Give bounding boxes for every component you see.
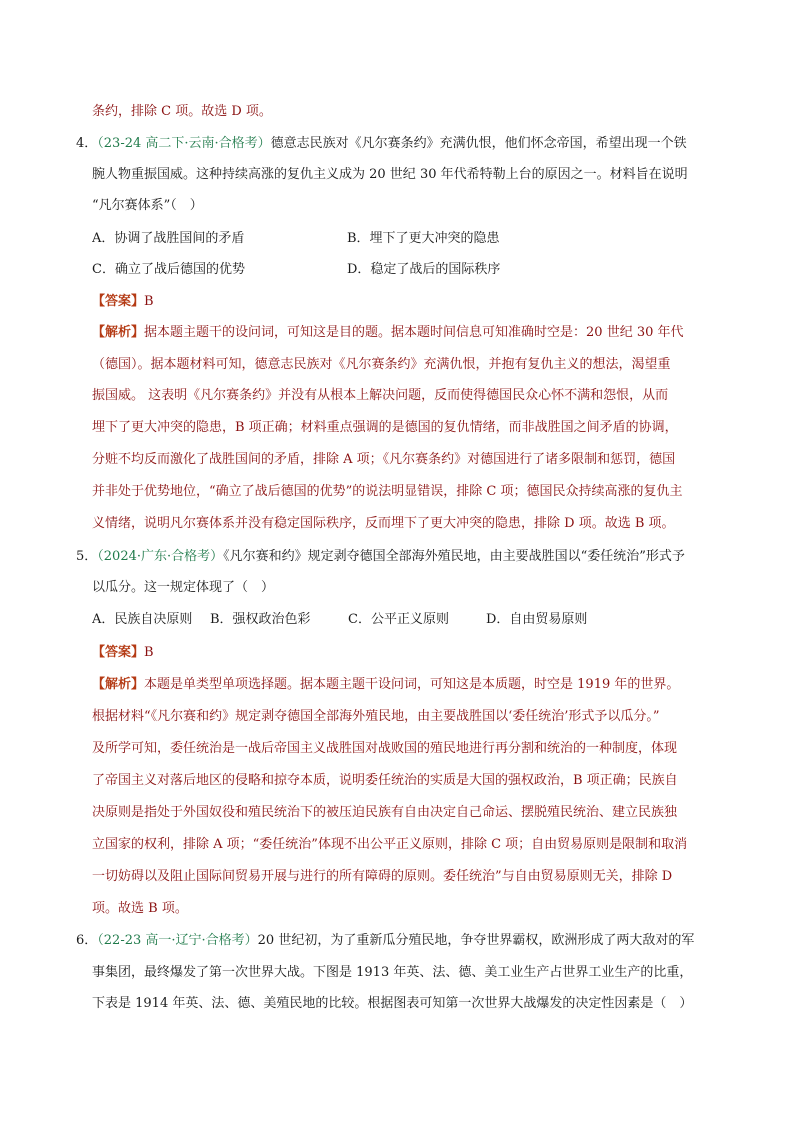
question-number: 4． <box>76 136 98 151</box>
answer-line <box>92 292 732 312</box>
question-source: （23-24 高二下·云南·合格考） <box>97 136 271 151</box>
question-number: 6． <box>76 933 98 948</box>
option-b: B．埋下了更大冲突的隐患 <box>347 231 500 246</box>
question-stem: “凡尔赛体系”（ ） <box>92 198 203 213</box>
analysis-line: 分赃不均反而激化了战胜国间的矛盾，排除 A 项；《凡尔赛条约》对德国进行了诸多限制和惩罚，德国 <box>92 452 676 467</box>
question-stem: 德意志民族对《凡尔赛条约》充满仇恨，他们怀念帝国，希望出现一个铁 <box>270 136 687 151</box>
option-c: C．确立了战后德国的优势 <box>92 262 245 277</box>
analysis-tag: 【解析】 <box>92 325 145 340</box>
analysis-tag: 【解析】 <box>92 677 145 692</box>
analysis-line: 埋下了更大冲突的隐患，B 项正确；材料重点强调的是德国的复仇情绪，而非战胜国之间矛盾的协调， <box>92 420 678 435</box>
analysis-line: 项。故选 B 项。 <box>92 901 188 916</box>
question-stem: 腕人物重振国威。这种持续高涨的复仇主义成为 20 世纪 30 年代希特勒上台的原因之一。材料旨在说明 <box>92 167 688 182</box>
answer-line <box>92 643 732 663</box>
option-d: D．稳定了战后的国际秩序 <box>347 262 501 277</box>
question-source: （2024·广东·合格考） <box>97 549 224 564</box>
analysis-line: 立国家的权利，排除 A 项；“委任统治”体现不出公平正义原则，排除 C 项；自由贸易原则是限制和取消 <box>92 837 688 852</box>
question-stem: 以瓜分。这一规定体现了（ ） <box>92 580 275 595</box>
analysis-line: 及所学可知，委任统治是一战后帝国主义战胜国对战败国的殖民地进行再分割和统治的一种制度，体现 <box>92 741 678 756</box>
analysis-line: 了帝国主义对落后地区的侵略和掠夺本质，说明委任统治的实质是大国的强权政治，B 项正确；民族自 <box>92 773 678 788</box>
question-stem: 《凡尔赛和约》规定剥夺德国全部海外殖民地，由主要战胜国以“委任统治”形式予 <box>223 549 685 564</box>
question-number: 5． <box>76 549 98 564</box>
question-stem: 事集团，最终爆发了第一次世界大战。下图是 1913 年英、法、德、美工业生产占世界工业生产的比重， <box>92 965 693 980</box>
analysis-line: 【解析】本题是单类型单项选择题。据本题主题干设问词，可知这是本质题，时空是 1919 年的世界。 <box>92 677 680 692</box>
question-stem: 下表是 1914 年英、法、德、美殖民地的比较。根据图表可知第一次世界大战爆发的决定性因素是（ ） <box>92 996 693 1011</box>
analysis-line: 振国威。 这表明《凡尔赛条约》并没有从根本上解决问题，反而使得德国民众心怀不满和怨恨，从而 <box>92 388 669 403</box>
question-source: （22-23 高一·辽宁·合格考） <box>97 933 258 948</box>
option-a: A．协调了战胜国间的矛盾 <box>92 231 245 246</box>
option-c: C．公平正义原则 <box>348 612 449 627</box>
question-stem: 20 世纪初，为了重新瓜分殖民地，争夺世界霸权，欧洲形成了两大敌对的军 <box>257 933 695 948</box>
option-d: D．自由贸易原则 <box>486 612 588 627</box>
answer-value: B <box>144 645 154 660</box>
analysis-line: 一切妨碍以及阻止国际间贸易开展与进行的所有障碍的原则。委任统治”与自由贸易原则无关，排除 D <box>92 869 673 884</box>
analysis-line: （德国）。据本题材料可知，德意志民族对《凡尔赛条约》充满仇恨，并抱有复仇主义的想法，渴望重 <box>92 357 671 372</box>
answer-value: B <box>144 294 154 309</box>
answer-tag: 【答案】 <box>92 645 145 660</box>
analysis-line: 根据材料“《凡尔赛和约》规定剥夺德国全部海外殖民地，由主要战胜国以‘委任统治’形式予以瓜分。” <box>92 709 660 724</box>
analysis-line: 并非处于优势地位，“确立了战后德国的优势”的说法明显错误，排除 C 项；德国民众持续高涨的复仇主 <box>92 484 683 499</box>
prev-answer-tail: 条约，排除 C 项。故选 D 项。 <box>92 104 272 119</box>
answer-tag: 【答案】 <box>92 294 145 309</box>
analysis-line: 义情绪，说明凡尔赛体系并没有稳定国际秩序，反而埋下了更大冲突的隐患，排除 D 项。故选 B 项。 <box>92 516 675 531</box>
analysis-line: 【解析】据本题主题干的设问词，可知这是目的题。据本题时间信息可知准确时空是：20 世纪 30 年代 <box>92 325 684 340</box>
analysis-line: 决原则是指处于外国奴役和殖民统治下的被压迫民族有自由决定自己命运、摆脱殖民统治、建立民族独 <box>92 805 678 820</box>
option-a: A．民族自决原则 <box>92 612 193 627</box>
option-b: B．强权政治色彩 <box>210 612 311 627</box>
